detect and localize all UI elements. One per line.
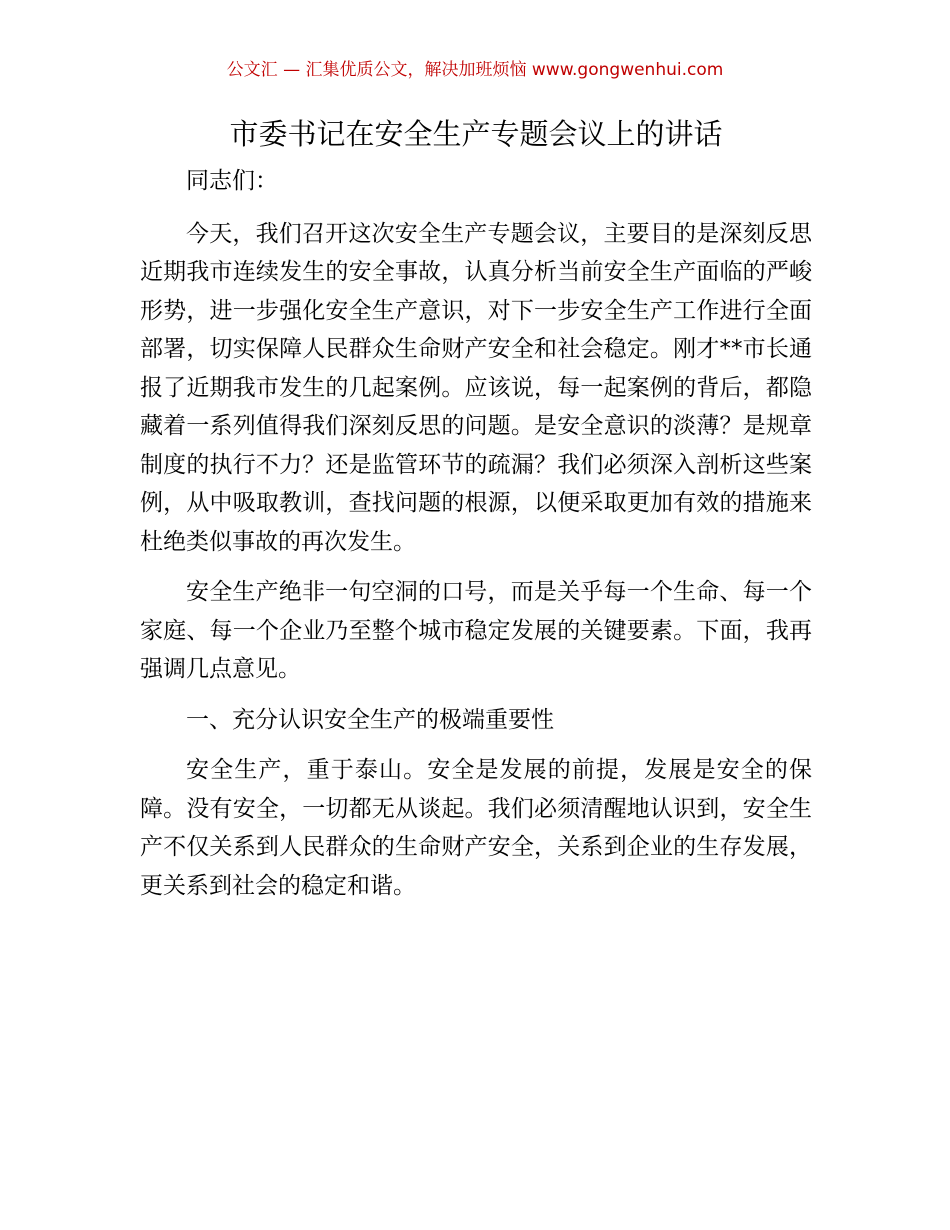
document-page bbox=[140, 112, 812, 917]
section-paragraph: 安全生产，重于泰山。安全是发展的前提，发展是安全的保障。没有安全，一切都无从谈起。我们必须清醒地认识到，安全生产不仅关系到人民群众的生命财产安全，关系到企业的生存发展，更关系到社会的稳定和谐。 bbox=[140, 757, 812, 899]
paragraph-1: 今天，我们召开这次安全生产专题会议，主要目的是深刻反思近期我市连续发生的安全事故，认真分析当前安全生产面临的严峻形势，进一步强化安全生产意识，对下一步安全生产工作进行全面部署，切实保障人民群众生命财产安全和社会稳定。刚才**市长通报了近期我市发生的几起案例。应该说，每一起案例的背后，都隐藏着一系列值得我们深刻反思的问题。是安全意识的淡薄？是规章制度的执行不力？还是监管环节的疏漏？我们必须深入剖析这些案例，从中吸取教训，查找问题的根源，以便采取更加有效的措施来杜绝类似事故的再次发生。 bbox=[140, 220, 812, 555]
paragraph-2: 安全生产绝非一句空洞的口号，而是关乎每一个生命、每一个家庭、每一个企业乃至整个城市稳定发展的关键要素。下面，我再强调几点意见。 bbox=[140, 579, 812, 682]
salutation: 同志们： bbox=[186, 168, 278, 194]
section-heading: 一、充分认识安全生产的极端重要性 bbox=[186, 706, 554, 733]
document-title: 市委书记在安全生产专题会议上的讲话 bbox=[229, 117, 723, 151]
watermark-header: 公文汇 — 汇集优质公文，解决加班烦恼 www.gongwenhui.com bbox=[226, 60, 724, 80]
